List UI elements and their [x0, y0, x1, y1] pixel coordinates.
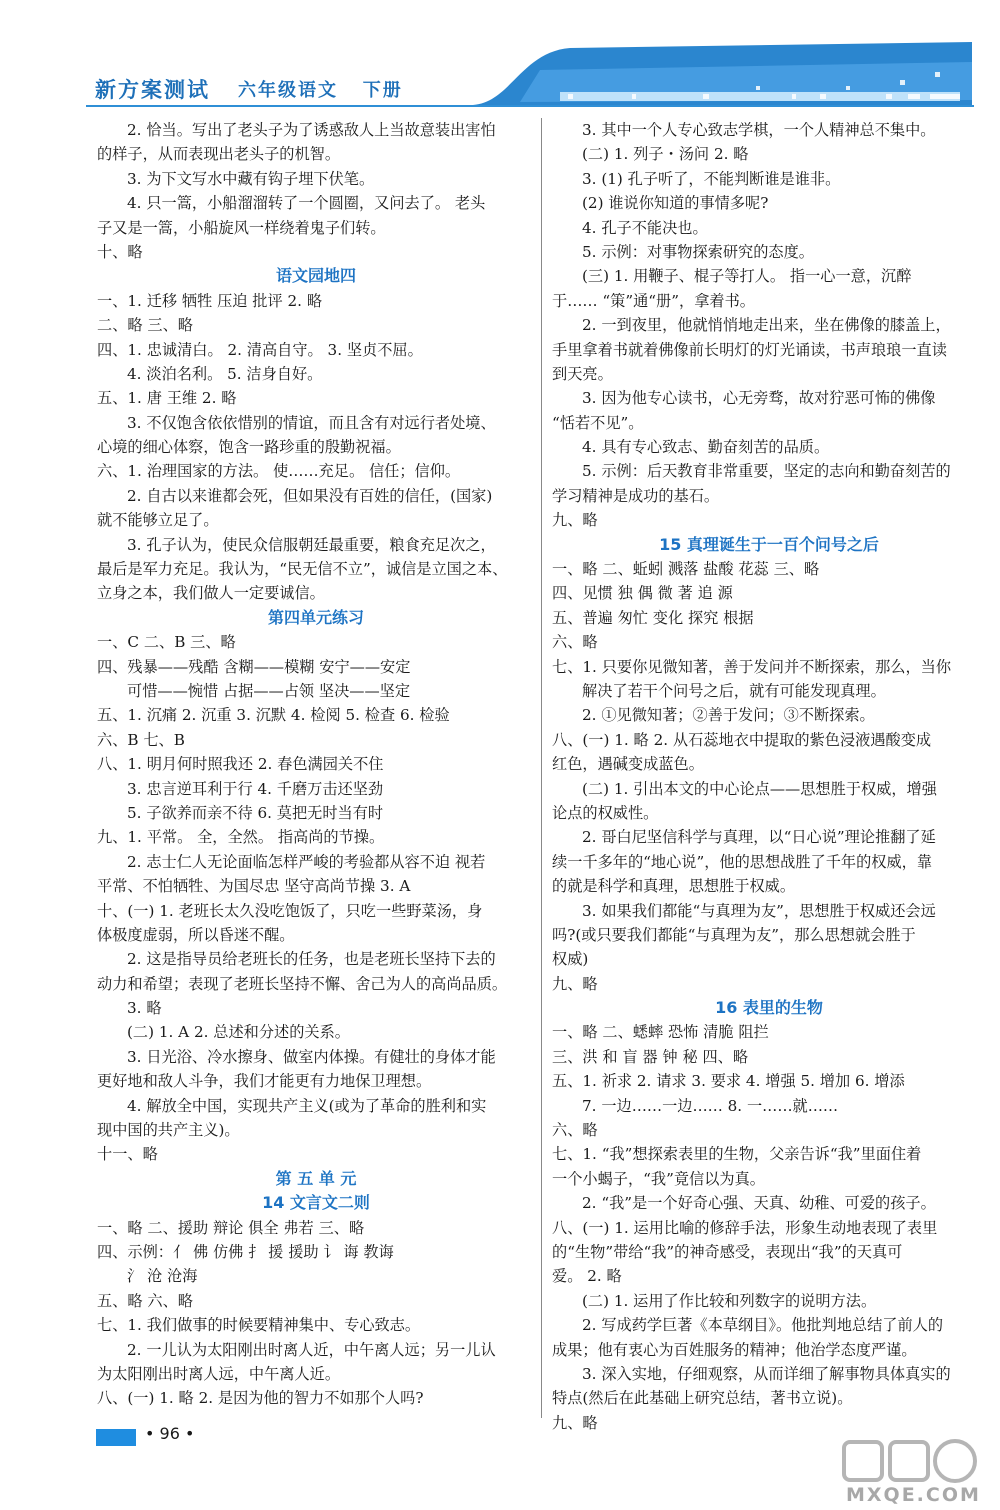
answer-line: 3. 孔子认为，使民众信服朝廷最重要，粮食充足次之，: [127, 535, 496, 554]
watermark-text: MXQE.COM: [846, 1484, 981, 1506]
header-title: 新方案测试: [95, 78, 210, 102]
answer-line: 五、1. 唐 王维 2. 略: [97, 389, 237, 408]
answer-line: 解决了若干个问号之后，就有可能发现真理。: [582, 681, 886, 700]
answer-line: 四、残暴——残酷 含糊——模糊 安宁——安定: [97, 657, 411, 676]
answer-line: 3. (1) 孔子听了，不能判断谁是谁非。: [582, 169, 841, 188]
answer-line: 五、普遍 匆忙 变化 探究 根据: [552, 608, 754, 627]
answer-line: 可惜——惋惜 占据——占领 坚决——坚定: [127, 681, 411, 700]
answer-line: 一、略 二、援助 辩论 俱全 弗若 三、略: [97, 1218, 365, 1237]
answer-line: 4. 淡泊名利。 5. 洁身自好。: [127, 364, 323, 383]
answer-line: (三) 1. 用鞭子、棍子等打人。 指一心一意，沉醉: [582, 267, 912, 286]
answer-line: 手里拿着书就着佛像前长明灯的灯光诵读，书声琅琅一直读: [552, 340, 947, 359]
answer-line: 于…… “策”通“册”，拿着书。: [552, 291, 755, 310]
left-column: [97, 118, 535, 1411]
answer-line: 九、1. 平常。 全，全然。 指高尚的节操。: [97, 828, 385, 847]
answer-line: 3. 如果我们都能“与真理为友”，思想胜于权威还会远: [582, 901, 936, 920]
answer-line: 红色，遇碱变成蓝色。: [552, 755, 704, 774]
answer-line: 到天亮。: [552, 364, 613, 383]
answer-line: 八、1. 明月何时照我还 2. 春色满园关不住: [97, 755, 384, 774]
answer-line: 4. 具有专心致志、勤奋刻苦的品质。: [582, 438, 830, 457]
header-rule: [86, 105, 974, 107]
answer-line: 4. 只一篙，小船溜溜转了一个圆圈，又问去了。 老头: [127, 194, 486, 213]
answer-line: 现中国的共产主义)。: [97, 1121, 240, 1140]
answer-line: 心境的细心体察，饱含一路珍重的殷勤祝福。: [97, 438, 401, 457]
answer-line: 子又是一篙，小船旋风一样绕着鬼子们转。: [97, 218, 386, 237]
section-heading: 16 表里的生物: [715, 998, 823, 1018]
page-number: • 96 •: [145, 1424, 195, 1443]
column-divider: [541, 118, 542, 1418]
answer-line: 的“生物”带给“我”的神奇感受，表现出“我”的天真可: [552, 1242, 903, 1261]
answer-line: 2. 自古以来谁都会死，但如果没有百姓的信任，(国家): [127, 486, 493, 505]
answer-line: 五、1. 祈求 2. 请求 3. 要求 4. 增强 5. 增加 6. 增添: [552, 1072, 905, 1091]
answer-line: 三、洪 和 盲 器 钟 秘 四、略: [552, 1047, 749, 1066]
answer-line: 二、略 三、略: [97, 316, 193, 335]
answer-line: 九、略: [552, 511, 598, 530]
answer-line: 四、示例：亻 佛 仿佛 扌 援 援助 讠 诲 教诲: [97, 1242, 394, 1261]
answer-line: “恬若不见”。: [552, 413, 644, 432]
answer-line: 的样子，从而表现出老头子的机智。: [97, 145, 340, 164]
answer-line: 八、(一) 1. 略 2. 是因为他的智力不如那个人吗?: [97, 1389, 424, 1408]
answer-line: 的就是科学和真理，思想胜于权威。: [552, 877, 795, 896]
answer-line: 八、(一) 1. 略 2. 从石蕊地衣中提取的紫色浸液遇酸变成: [552, 730, 932, 749]
answer-line: 八、(一) 1. 运用比喻的修辞手法，形象生动地表现了表里: [552, 1218, 938, 1237]
answer-line: 5. 示例：对事物探索研究的态度。: [582, 242, 814, 261]
answer-line: 7. 一边……一边…… 8. 一……就……: [582, 1096, 839, 1115]
answer-line: 六、1. 治理国家的方法。 使……充足。 信任；信仰。: [97, 462, 461, 481]
answer-line: 2. ①见微知著；②善于发问；③不断探索。: [582, 706, 875, 725]
answer-line: 论点的权威性。: [552, 803, 659, 822]
answer-line: 3. 忠言逆耳利于行 4. 千磨万击还坚劲: [127, 779, 384, 798]
answer-line: 七、1. “我”想探索表里的生物，父亲告诉“我”里面住着: [552, 1145, 922, 1164]
answer-line: (二) 1. A 2. 总述和分述的关系。: [127, 1023, 350, 1042]
answer-line: 特点(然后在此基础上研究总结，著书立说)。: [552, 1389, 853, 1408]
answer-line: 九、略: [552, 974, 598, 993]
answer-line: 十、略: [97, 242, 143, 261]
answer-line: 续一千多年的“地心说”，他的思想战胜了千年的权威，靠: [552, 852, 933, 871]
answer-line: 一、C 二、B 三、略: [97, 633, 236, 652]
answer-line: 5. 子欲养而亲不待 6. 莫把无时当有时: [127, 803, 384, 822]
answer-line: 五、略 六、略: [97, 1291, 193, 1310]
answer-line: 平常、不怕牺牲、为国尽忠 坚守高尚节操 3. A: [97, 877, 411, 896]
answer-line: 为太阳刚出时离人远，中午离人近。: [97, 1364, 340, 1383]
answer-line: 十一、略: [97, 1145, 158, 1164]
answer-line: 爱。 2. 略: [552, 1267, 622, 1286]
right-column: [552, 118, 986, 1435]
answer-line: 六、B 七、B: [97, 730, 185, 749]
answer-line: 吗?(或只要我们都能“与真理为友”，那么思想就会胜于: [552, 925, 916, 944]
answer-line: 3. 为下文写水中藏有钩子埋下伏笔。: [127, 169, 375, 188]
answer-line: 就不能够立足了。: [97, 511, 219, 530]
section-heading: 14 文言文二则: [262, 1193, 370, 1213]
answer-line: 学习精神是成功的基石。: [552, 486, 720, 505]
answer-line: 七、1. 只要你见微知著，善于发问并不断探索，那么，当你: [552, 657, 952, 676]
answer-line: 4. 解放全中国，实现共产主义(或为了革命的胜利和实: [127, 1096, 487, 1115]
footer-color-bar: [96, 1429, 136, 1446]
answer-line: 九、略: [552, 1413, 598, 1432]
answer-line: 2. “我”是一个好奇心强、天真、幼稚、可爱的孩子。: [582, 1194, 936, 1213]
answer-line: 权威): [552, 950, 589, 969]
answer-line: 动力和希望；表现了老班长坚持不懈、舍己为人的高尚品质。: [97, 974, 508, 993]
answer-line: 七、1. 我们做事的时候要精神集中、专心致志。: [97, 1316, 421, 1335]
answer-line: 2. 写成药学巨著《本草纲目》。他批判地总结了前人的: [582, 1316, 944, 1335]
answer-line: (二) 1. 引出本文的中心论点——思想胜于权威，增强: [582, 779, 937, 798]
answer-line: 4. 孔子不能决也。: [582, 218, 708, 237]
answer-line: (二) 1. 列子・汤问 2. 略: [582, 145, 749, 164]
page-header: [0, 0, 1000, 112]
answer-line: 四、见惯 独 偶 微 著 追 源: [552, 584, 733, 603]
answer-line: 2. 这是指导员给老班长的任务，也是老班长坚持下去的: [127, 950, 496, 969]
answer-line: 3. 深入实地，仔细观察，从而详细了解事物具体真实的: [582, 1364, 951, 1383]
section-heading: 语文园地四: [275, 266, 356, 286]
answer-line: 六、略: [552, 633, 598, 652]
answer-line: 五、1. 沉痛 2. 沉重 3. 沉默 4. 检阅 5. 检查 6. 检验: [97, 706, 450, 725]
answer-line: 更好地和敌人斗争，我们才能更有力地保卫理想。: [97, 1072, 432, 1091]
answer-line: (二) 1. 运用了作比较和列数字的说明方法。: [582, 1291, 877, 1310]
answer-line: 氵 沧 沧海: [127, 1267, 198, 1286]
section-heading: 第 五 单 元: [275, 1168, 357, 1188]
answer-line: 成果；他有衷心为百姓服务的精神；他治学态度严谨。: [552, 1340, 917, 1359]
answer-line: 六、略: [552, 1121, 598, 1140]
answer-line: 一、略 二、蟋蟀 恐怖 清脆 阻拦: [552, 1023, 769, 1042]
section-heading: 15 真理诞生于一百个问号之后: [659, 534, 879, 554]
answer-line: 3. 日光浴、冷水擦身、做室内体操。有健壮的身体才能: [127, 1047, 496, 1066]
answer-line: 2. 一儿认为太阳刚出时离人近，中午离人远；另一儿认: [127, 1340, 496, 1359]
answer-line: 十、(一) 1. 老班长太久没吃饱饭了，只吃一些野菜汤，身: [97, 901, 483, 920]
answer-line: 2. 哥白尼坚信科学与真理，以“日心说”理论推翻了延: [582, 828, 936, 847]
answer-line: 体极度虚弱，所以昏迷不醒。: [97, 925, 295, 944]
answer-line: (2) 谁说你知道的事情多呢?: [582, 194, 769, 213]
answer-line: 2. 一到夜里，他就悄悄地走出来，坐在佛像的膝盖上，: [582, 316, 951, 335]
answer-line: 四、1. 忠诚清白。 2. 清高自守。 3. 坚贞不屈。: [97, 340, 423, 359]
answer-line: 立身之本，我们做人一定要诚信。: [97, 584, 325, 603]
section-heading: 第四单元练习: [267, 607, 364, 627]
header-subtitle: 六年级语文 下册: [238, 80, 403, 101]
answer-line: 3. 其中一个人专心致志学棋，一个人精神总不集中。: [582, 121, 936, 139]
answer-line: 2. 恰当。写出了老头子为了诱惑敌人上当故意装出害怕: [127, 121, 496, 139]
answer-line: 一个小蝎子，“我”竟信以为真。: [552, 1169, 765, 1188]
answer-line: 5. 示例：后天教育非常重要，坚定的志向和勤奋刻苦的: [582, 462, 951, 481]
answer-line: 3. 略: [127, 999, 162, 1018]
answer-line: 最后是军力充足。我认为，“民无信不立”，诚信是立国之本、: [97, 560, 508, 579]
answer-line: 3. 因为他专心读书，心无旁骛，故对狞恶可怖的佛像: [582, 389, 936, 408]
answer-line: 一、1. 迁移 牺牲 压迫 批评 2. 略: [97, 291, 323, 310]
answer-line: 2. 志士仁人无论面临怎样严峻的考验都从容不迫 视若: [127, 852, 486, 871]
answer-line: 3. 不仅饱含依依惜别的情谊，而且含有对远行者处境、: [127, 413, 496, 432]
answer-line: 一、略 二、蚯蚓 溅落 盐酸 花蕊 三、略: [552, 560, 820, 579]
